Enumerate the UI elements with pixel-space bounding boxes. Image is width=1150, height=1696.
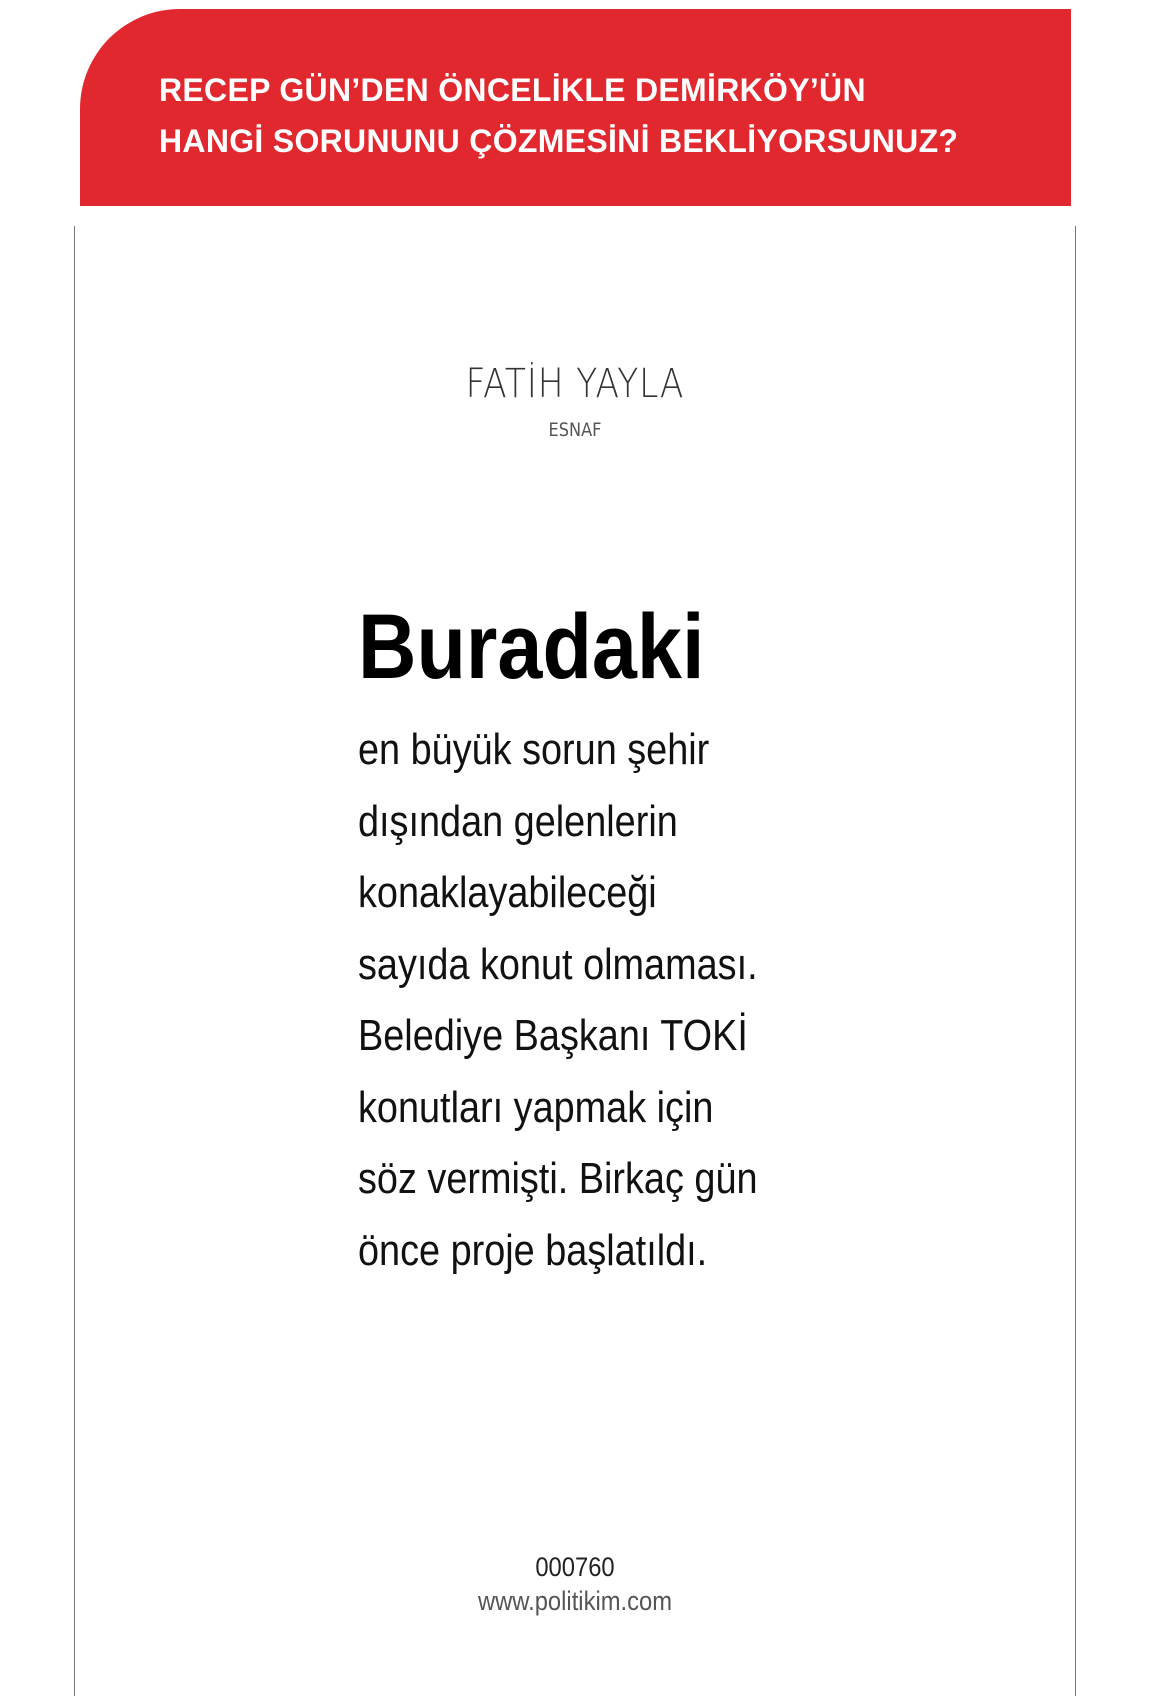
header-question-line-1: RECEP GÜN’DEN ÖNCELİKLE DEMİRKÖY’ÜN xyxy=(159,72,866,108)
quote-line: söz vermişti. Birkaç gün xyxy=(358,1154,758,1203)
header-banner xyxy=(80,9,1071,206)
quote-lead-word: Buradaki xyxy=(358,596,705,698)
footer-document-id: 000760 xyxy=(535,1552,615,1582)
quote-line: sayıda konut olmaması. xyxy=(358,939,758,989)
quote-line: en büyük sorun şehir xyxy=(358,725,710,774)
quote-line: önce proje başlatıldı. xyxy=(358,1225,708,1275)
header-question-line-2: HANGİ SORUNUNU ÇÖZMESİNİ BEKLİYORSUNUZ? xyxy=(159,123,959,159)
quote-line: Belediye Başkanı TOKİ xyxy=(358,1011,748,1060)
footer-website-link[interactable]: www.politikim.com xyxy=(477,1586,673,1616)
quote-line: konutları yapmak için xyxy=(358,1082,714,1132)
quote-line: konaklayabileceği xyxy=(358,868,657,917)
person-name: FATİH YAYLA xyxy=(465,361,685,407)
person-role: ESNAF xyxy=(548,419,602,441)
quote-line: dışından gelenlerin xyxy=(358,796,678,846)
quote-body xyxy=(358,714,758,1286)
